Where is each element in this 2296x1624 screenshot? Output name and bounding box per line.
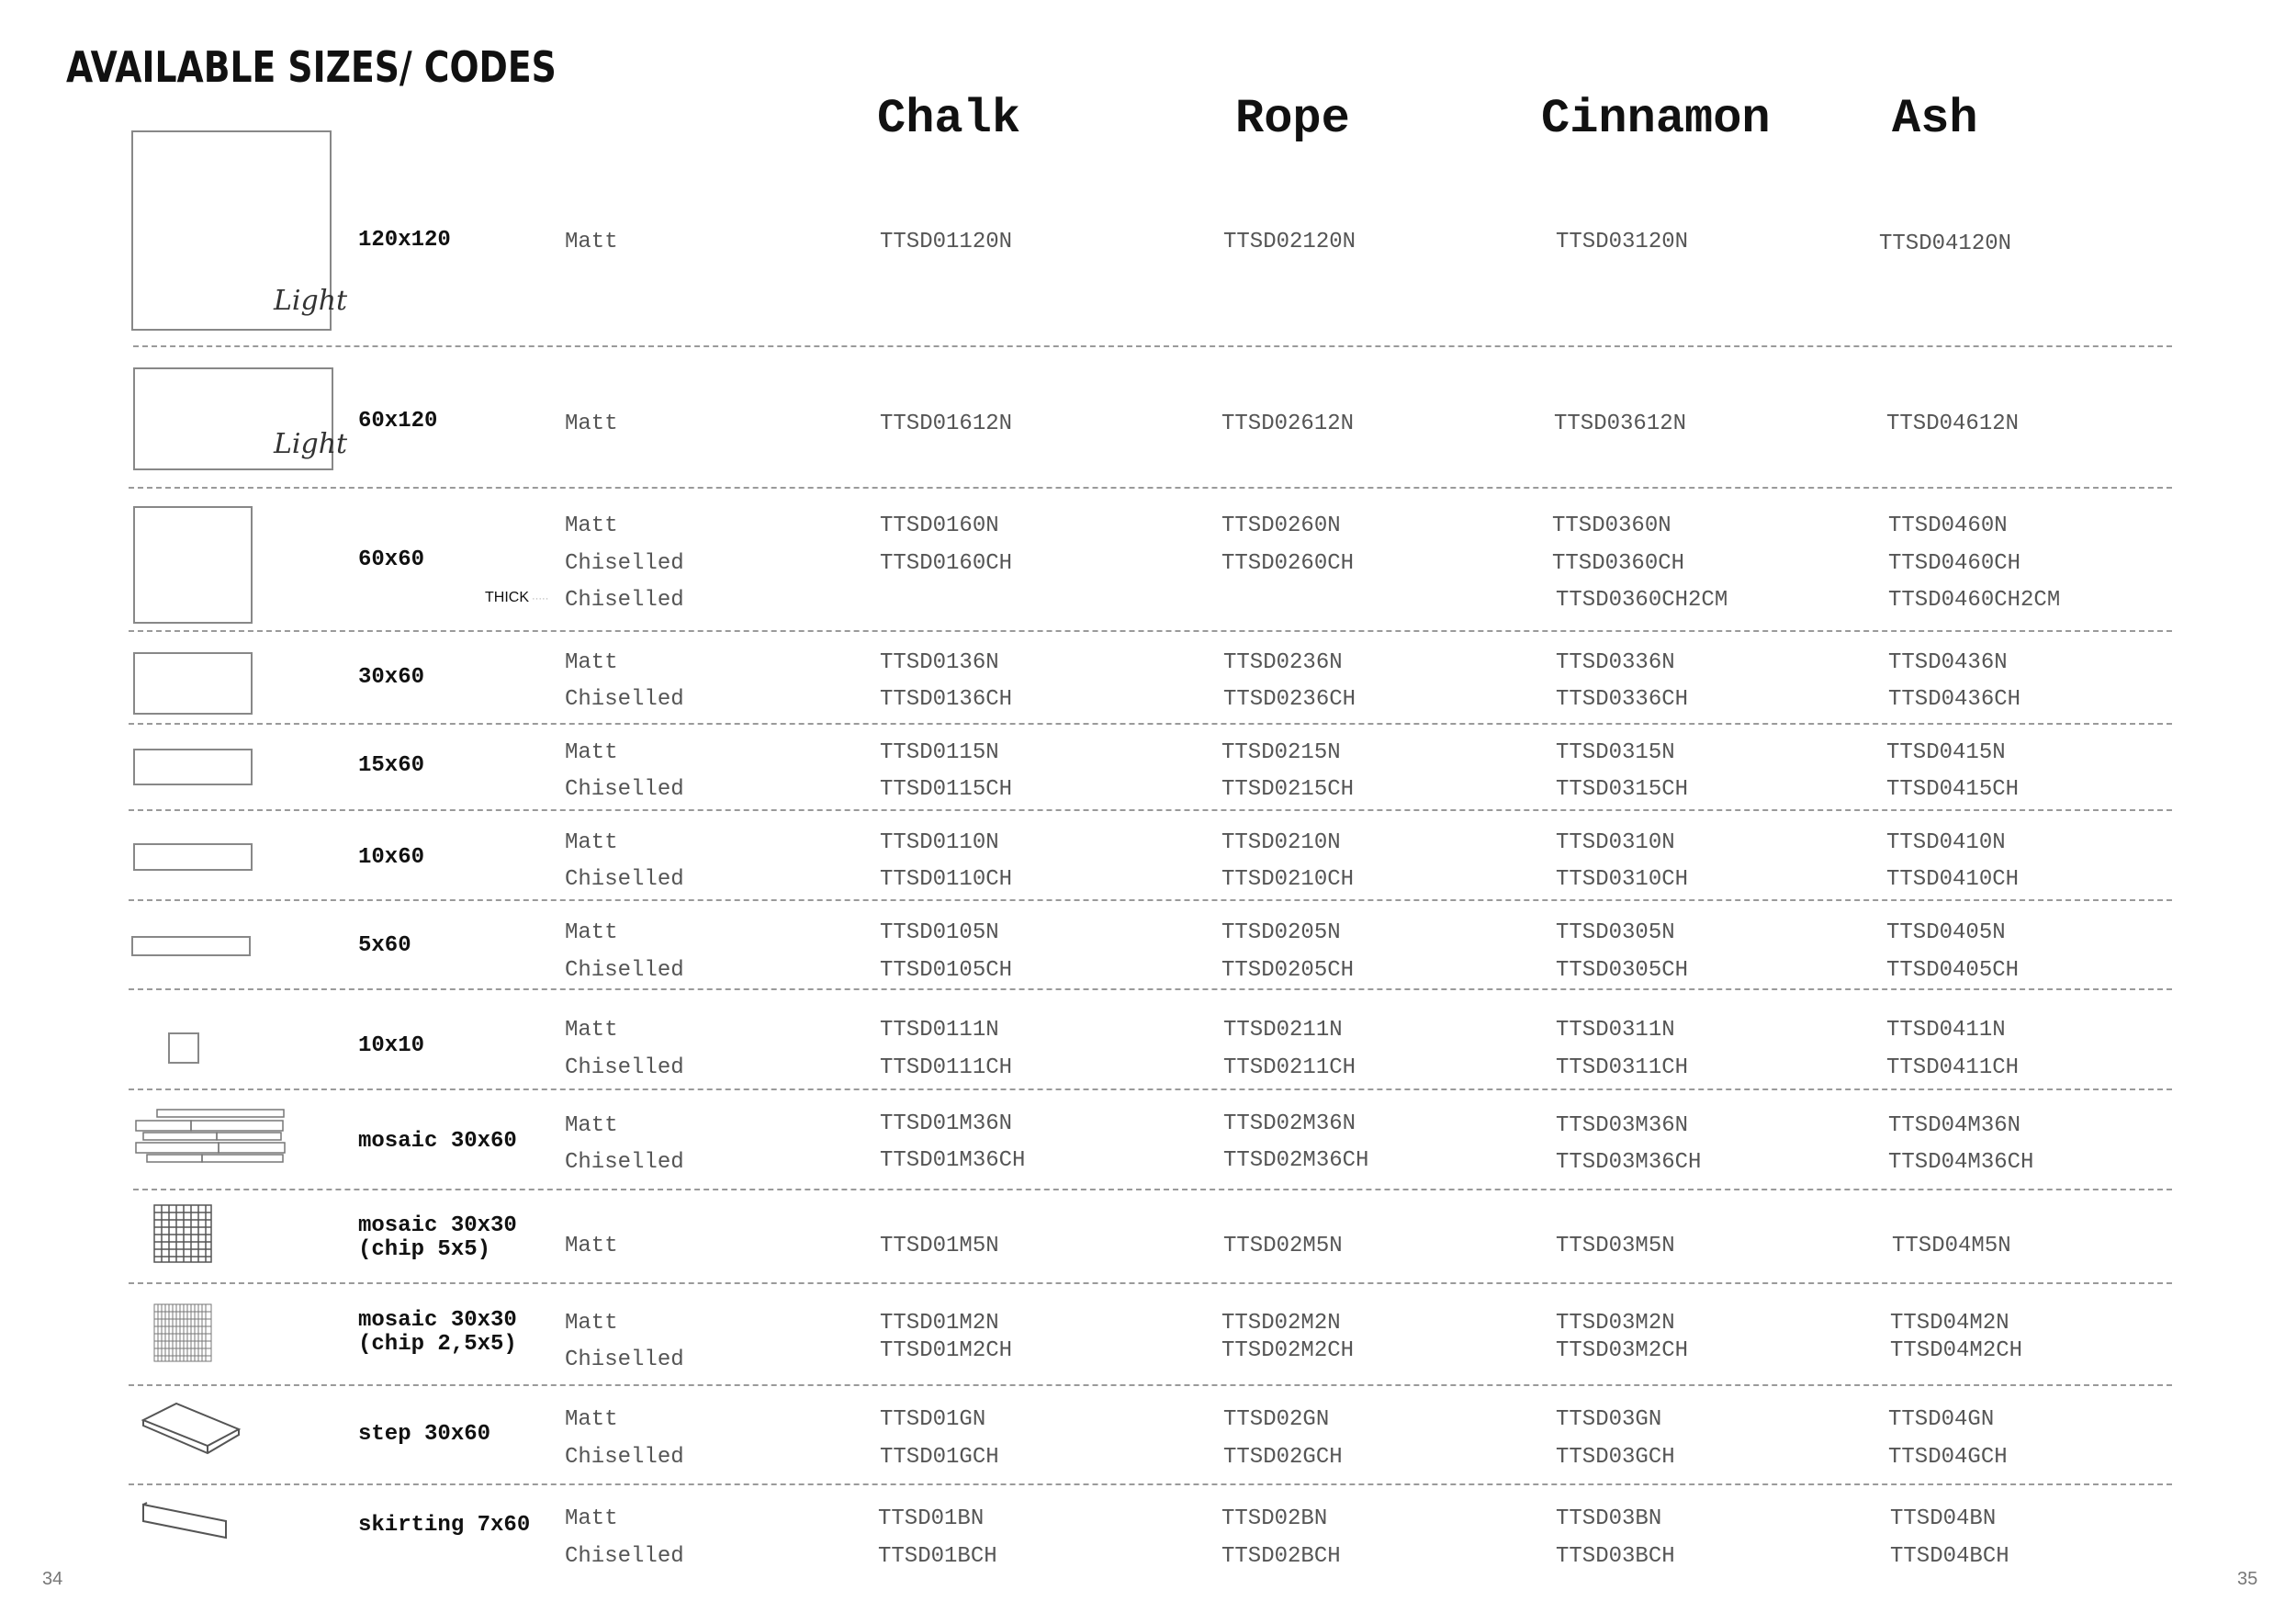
finish-label: Matt [565,1407,618,1432]
code-cinnamon: TTSD03M36CH [1556,1150,1702,1175]
row-separator [129,1282,2172,1284]
code-chalk: TTSD01M2N [880,1311,999,1336]
size-label: skirting 7x60 [358,1513,531,1538]
code-ash: TTSD04M2N [1890,1311,2009,1336]
row-separator [129,630,2172,632]
thick-badge: THICK ····· [485,590,549,605]
size-label: 15x60 [358,753,425,778]
size-label: mosaic 30x30 (chip 2,5x5) [358,1308,517,1357]
code-ash: TTSD04BCH [1890,1544,2009,1569]
code-cinnamon: TTSD0305CH [1556,958,1689,983]
row-separator [129,1088,2172,1090]
row-separator [133,345,2172,347]
finish-label: Chiselled [565,1150,684,1175]
code-chalk: TTSD0115CH [880,777,1013,802]
code-rope: TTSD02BCH [1221,1544,1341,1569]
step-30x60-thumbnail [141,1402,242,1459]
row-separator [129,487,2172,489]
code-cinnamon: TTSD03612N [1554,412,1687,436]
code-ash: TTSD0460N [1888,513,2008,538]
code-ash: TTSD04M36CH [1888,1150,2034,1175]
tile-120x120-thumbnail [131,130,348,333]
finish-label: Chiselled [565,1055,684,1080]
code-ash: TTSD04612N [1886,412,2020,436]
code-cinnamon: TTSD0336CH [1556,687,1689,712]
thick-badge-label: THICK [485,590,529,605]
code-ash: TTSD04M36N [1888,1113,2021,1138]
column-header-chalk: Chalk [877,92,1021,146]
page-number-left: 34 [42,1569,63,1589]
code-cinnamon: TTSD0305N [1556,920,1675,945]
code-cinnamon: TTSD0360CH2CM [1556,588,1728,613]
code-cinnamon: TTSD03GCH [1556,1445,1675,1470]
code-chalk: TTSD0105N [880,920,999,945]
code-cinnamon: TTSD03BCH [1556,1544,1675,1569]
row-separator [129,723,2172,725]
code-ash: TTSD04GCH [1888,1445,2008,1470]
mosaic-chip-2-5x5-thumbnail [152,1303,215,1365]
finish-label: Chiselled [565,777,684,802]
code-rope: TTSD02BN [1221,1506,1328,1531]
code-chalk: TTSD0110N [880,830,999,855]
code-chalk: TTSD0160CH [880,551,1013,576]
finish-label: Chiselled [565,958,684,983]
finish-label: Chiselled [565,588,684,613]
finish-label: Matt [565,1311,618,1336]
size-label: 60x60 [358,547,425,572]
code-cinnamon: TTSD0336N [1556,650,1675,675]
code-ash: TTSD0410CH [1886,867,2020,892]
svg-text:Light: Light [274,428,348,460]
code-rope: TTSD02GCH [1223,1445,1343,1470]
row-separator [129,809,2172,811]
code-rope: TTSD0211CH [1223,1055,1356,1080]
code-cinnamon: TTSD0311N [1556,1018,1675,1043]
code-rope: TTSD02M36CH [1223,1148,1369,1173]
column-header-ash: Ash [1892,92,1978,146]
code-rope: TTSD0260CH [1221,551,1355,576]
code-ash: TTSD0411CH [1886,1055,2020,1080]
code-rope: TTSD02M2N [1221,1311,1341,1336]
code-chalk: TTSD0111CH [880,1055,1013,1080]
finish-label: Matt [565,1234,618,1258]
code-ash: TTSD0405CH [1886,958,2020,983]
code-cinnamon: TTSD03M2CH [1556,1338,1689,1363]
code-rope: TTSD0236N [1223,650,1343,675]
code-ash: TTSD04M2CH [1890,1338,2023,1363]
code-ash: TTSD0405N [1886,920,2006,945]
code-cinnamon: TTSD0311CH [1556,1055,1689,1080]
finish-label: Chiselled [565,551,684,576]
finish-label: Matt [565,740,618,765]
code-ash: TTSD0411N [1886,1018,2006,1043]
code-ash: TTSD04120N [1879,231,2012,256]
code-rope: TTSD02GN [1223,1407,1330,1432]
finish-label: Chiselled [565,1544,684,1569]
code-chalk: TTSD01612N [880,412,1013,436]
code-rope: TTSD0210N [1221,830,1341,855]
code-rope: TTSD02120N [1223,230,1356,254]
code-rope: TTSD0215N [1221,740,1341,765]
code-chalk: TTSD0111N [880,1018,999,1043]
code-chalk: TTSD0136CH [880,687,1013,712]
code-chalk: TTSD01M2CH [880,1338,1013,1363]
code-rope: TTSD0236CH [1223,687,1356,712]
code-chalk: TTSD01M5N [880,1234,999,1258]
svg-text:Light: Light [274,285,348,317]
column-header-rope: Rope [1235,92,1350,146]
row-separator [129,1384,2172,1386]
skirting-7x60-thumbnail [141,1503,233,1541]
code-cinnamon: TTSD03BN [1556,1506,1662,1531]
code-cinnamon: TTSD03120N [1556,230,1689,254]
code-chalk: TTSD0110CH [880,867,1013,892]
code-cinnamon: TTSD03GN [1556,1407,1662,1432]
code-chalk: TTSD01GCH [880,1445,999,1470]
code-cinnamon: TTSD03M5N [1556,1234,1675,1258]
finish-label: Chiselled [565,687,684,712]
code-ash: TTSD0460CH2CM [1888,588,2061,613]
code-cinnamon: TTSD03M2N [1556,1311,1675,1336]
finish-label: Matt [565,1113,618,1138]
finish-label: Chiselled [565,1445,684,1470]
finish-label: Matt [565,412,618,436]
code-ash: TTSD0436N [1888,650,2008,675]
code-rope: TTSD0215CH [1221,777,1355,802]
code-cinnamon: TTSD03M36N [1556,1113,1689,1138]
code-cinnamon: TTSD0315N [1556,740,1675,765]
finish-label: Matt [565,230,618,254]
finish-label: Chiselled [565,867,684,892]
finish-label: Matt [565,1506,618,1531]
mosaic-30x60-thumbnail [134,1108,290,1168]
column-header-cinnamon: Cinnamon [1541,92,1771,146]
finish-label: Matt [565,830,618,855]
code-chalk: TTSD0160N [880,513,999,538]
code-chalk: TTSD0105CH [880,958,1013,983]
tile-15x60-thumbnail [133,749,254,787]
tile-5x60-thumbnail [131,936,253,958]
row-separator [129,988,2172,990]
code-chalk: TTSD01BCH [878,1544,997,1569]
code-ash: TTSD0415N [1886,740,2006,765]
code-rope: TTSD0205CH [1221,958,1355,983]
code-cinnamon: TTSD0310N [1556,830,1675,855]
size-label: 10x10 [358,1033,425,1058]
size-label: mosaic 30x30 (chip 5x5) [358,1213,517,1262]
code-ash: TTSD0460CH [1888,551,2021,576]
size-label: 5x60 [358,933,411,958]
size-label: 120x120 [358,228,451,253]
code-rope: TTSD02M36N [1223,1111,1356,1136]
code-chalk: TTSD0136N [880,650,999,675]
row-separator [129,1483,2172,1485]
code-ash: TTSD04M5N [1892,1234,2011,1258]
code-ash: TTSD0415CH [1886,777,2020,802]
finish-label: Matt [565,513,618,538]
code-chalk: TTSD01GN [880,1407,986,1432]
code-cinnamon: TTSD0360CH [1552,551,1685,576]
code-ash: TTSD0436CH [1888,687,2021,712]
mosaic-chip-5x5-thumbnail [152,1203,215,1266]
code-cinnamon: TTSD0360N [1552,513,1671,538]
code-rope: TTSD02M5N [1223,1234,1343,1258]
tile-60x120-thumbnail [133,367,348,474]
code-cinnamon: TTSD0310CH [1556,867,1689,892]
finish-label: Matt [565,650,618,675]
code-chalk: TTSD01BN [878,1506,985,1531]
tile-10x10-thumbnail [168,1032,201,1066]
code-rope: TTSD02612N [1221,412,1355,436]
code-rope: TTSD0211N [1223,1018,1343,1043]
code-rope: TTSD02M2CH [1221,1338,1355,1363]
tile-60x60-thumbnail [133,506,254,626]
size-label: 60x120 [358,409,438,434]
code-cinnamon: TTSD0315CH [1556,777,1689,802]
code-rope: TTSD0210CH [1221,867,1355,892]
code-chalk: TTSD01120N [880,230,1013,254]
finish-label: Matt [565,920,618,945]
row-separator [133,1189,2172,1190]
code-rope: TTSD0205N [1221,920,1341,945]
size-label: mosaic 30x60 [358,1129,517,1154]
page-title: AVAILABLE SIZES/ CODES [66,42,557,92]
finish-label: Matt [565,1018,618,1043]
size-label: step 30x60 [358,1422,491,1447]
tile-10x60-thumbnail [133,843,254,873]
code-chalk: TTSD01M36N [880,1111,1013,1136]
size-label: 10x60 [358,845,425,870]
page-number-right: 35 [2237,1569,2258,1589]
tile-30x60-thumbnail [133,652,254,716]
code-chalk: TTSD01M36CH [880,1148,1026,1173]
row-separator [129,899,2172,901]
code-ash: TTSD04BN [1890,1506,1997,1531]
code-ash: TTSD04GN [1888,1407,1995,1432]
code-ash: TTSD0410N [1886,830,2006,855]
code-chalk: TTSD0115N [880,740,999,765]
size-label: 30x60 [358,665,425,690]
finish-label: Chiselled [565,1348,684,1372]
code-rope: TTSD0260N [1221,513,1341,538]
